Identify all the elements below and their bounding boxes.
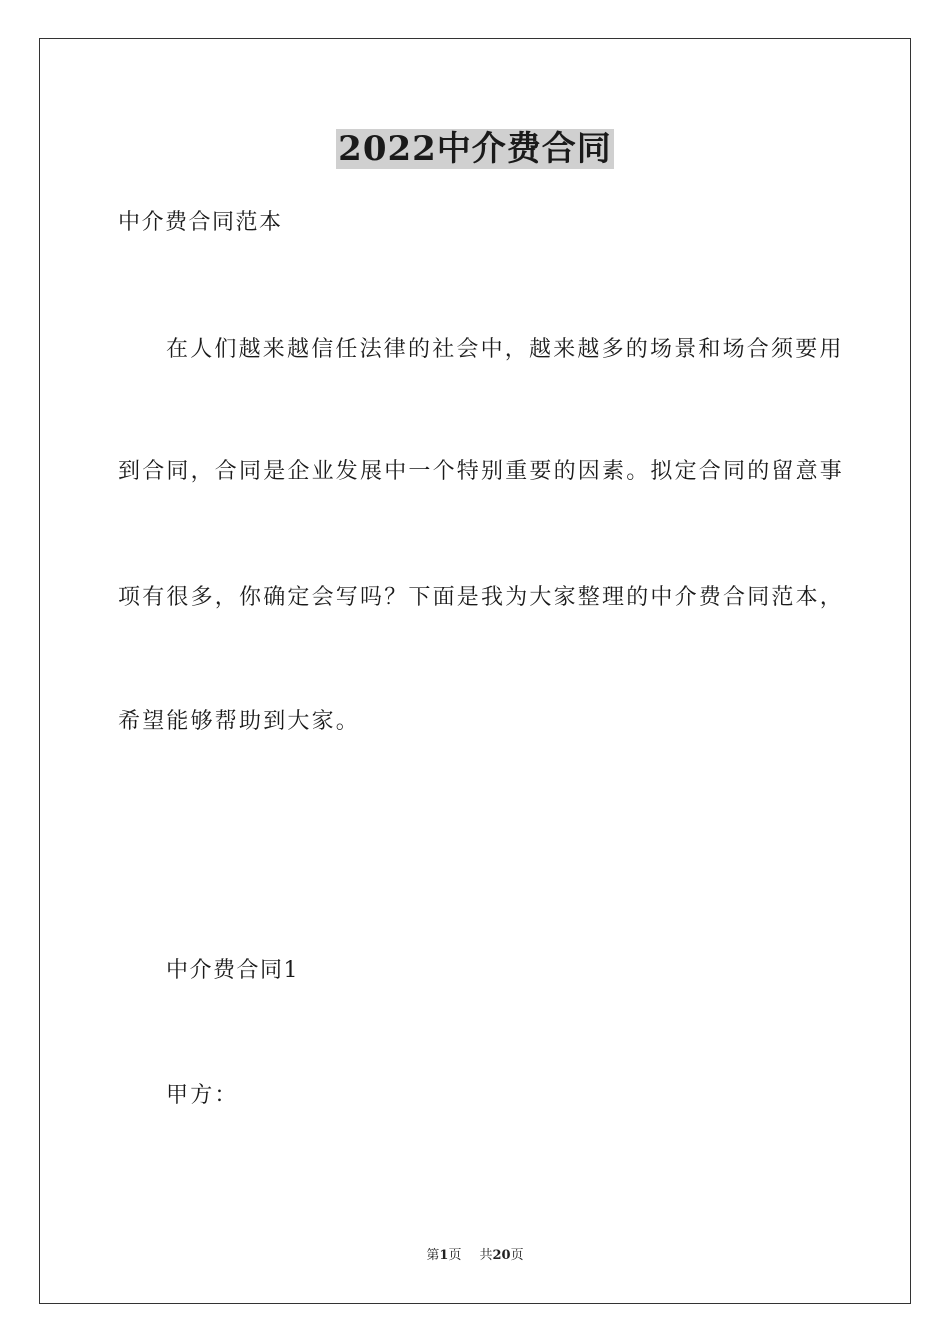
- footer-page-prefix: 第: [426, 1248, 440, 1263]
- document-title: [0, 128, 950, 170]
- paragraph-line-2: 到合同，合同是企业发展中一个特别重要的因素。拟定合同的留意事: [118, 459, 845, 484]
- document-subtitle: 中介费合同范本: [118, 210, 283, 235]
- page-footer: [0, 1248, 950, 1264]
- section-heading: 中介费合同1: [166, 958, 299, 983]
- footer-page-suffix: 页: [448, 1248, 462, 1263]
- footer-total-prefix: 共: [479, 1248, 493, 1263]
- footer-page-current: 1: [439, 1248, 449, 1263]
- paragraph-line-4: 希望能够帮助到大家。: [118, 709, 361, 734]
- footer-total-suffix: 页: [510, 1248, 524, 1263]
- document-title-text: 2022中介费合同: [338, 129, 612, 169]
- party-a-label: 甲方：: [166, 1083, 239, 1108]
- footer-page-total: 20: [492, 1248, 511, 1263]
- paragraph-line-3: 项有很多，你确定会写吗？下面是我为大家整理的中介费合同范本，: [118, 585, 845, 610]
- paragraph-line-1: 在人们越来越信任法律的社会中，越来越多的场景和场合须要用: [166, 337, 844, 362]
